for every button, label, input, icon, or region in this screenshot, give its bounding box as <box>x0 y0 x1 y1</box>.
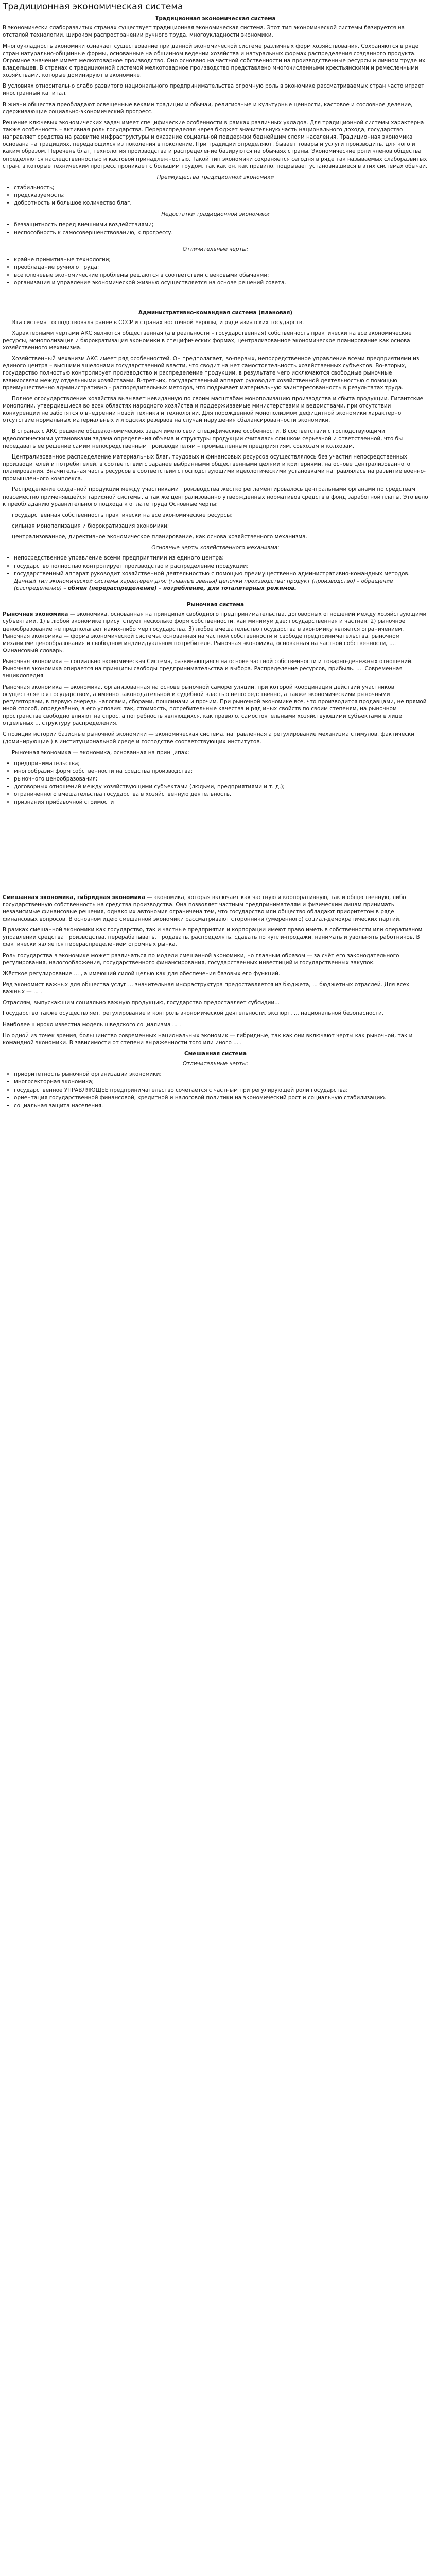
term: Смешанная экономика, гибридная экономика <box>3 894 146 901</box>
section-heading-mixed: Смешанная система <box>184 1050 247 1057</box>
document <box>0 0 431 1118</box>
list-item: • ограниченного вмешательства государства в хозяйственную деятельность. <box>14 791 428 798</box>
paragraph: В странах с АКС решение общеэкономических задач имело свои специфические особенности. В соответствии с господствующими идеологическими установками задача определения объема и структуры продукции считалась слишком серьезной и ответственной, что бы передавать ее решение самим непосредственным производителям – промышленным предприятиям, совхозам и колхозам. <box>3 428 403 449</box>
term: Рыночная экономика <box>3 611 68 618</box>
paragraph: Распределение созданной продукции между участниками производства жестко регламентировалось центральными органами по средствам повсеместно применявшейся тарифной системы, а так же централизованно утвержденных нормативов средств в фонд заработной платы. Это вело к преобладанию уравнительного подхода к оплате труда Основные черты: <box>3 486 428 507</box>
list-item: • договорных отношений между хозяйствующими субъектами (людьми, предприятиями и т. д.); <box>14 783 428 790</box>
list-item: • социальная защита населения. <box>14 1102 428 1109</box>
paragraph <box>3 894 428 923</box>
list-item: • ориентация государственной финансовой, кредитной и налоговой политики на экономический рост и социальную стабилизацию. <box>14 1094 428 1101</box>
list-item: • предпринимательства; <box>14 760 428 767</box>
subheading-features: Отличительные черты: <box>182 1061 249 1067</box>
list-item: • многосекторная экономика; <box>14 1078 428 1086</box>
list-item: • все ключевые экономические проблемы решаются в соответствии с вековыми обычаями; <box>14 272 428 279</box>
definition: — экономика, которая включает как частную и корпоративную, так и общественную, либо государственную собственность на средства производства. Она позволяет частным предпринимателям и физическим лицам принимать независимые финансовые решения, однако их автономия ограничена тем, что государство или общество обладают приоритетом в ряде финансовых вопросов. В основном идею смешанной экономики рассматривают сторонники (умеренного) социал-демократических партий. <box>3 894 406 923</box>
list-item: • государство полностью контролирует производство и распределение продукции; <box>14 563 428 570</box>
list-item: • признания прибавочной стоимости <box>14 799 428 806</box>
page-title: Традиционная экономическая система <box>3 2 183 12</box>
paragraph: Многоукладность экономики означает существование при данной экономической системе различных форм хозяйствования. Сохраняются в ряде стран натурально-общинные формы, основанные на общинном ведении хозяйства и натуральных формах распределения созданного продукта. Огромное значение имеет мелкотоварное производство. Оно основано на частной собственности на производственные ресурсы и личном труде их владельцев. В странах с традиционной системой мелкотоварное производство представлено многочисленными крестьянскими и ремесленными хозяйствами, которые доминируют в экономике. <box>3 43 426 79</box>
mechanism-note: обмен (перераспределение) – потребление, для тоталитарных режимов. <box>67 585 297 591</box>
principles-list <box>3 760 428 806</box>
list-item: • непосредственное управление всеми предприятиями из единого центра; <box>14 554 428 562</box>
subheading-cons: Недостатки традиционной экономики <box>161 211 270 218</box>
list-item: • государственное УПРАВЛЯЮЩЕЕ предпринимательство сочетается с частным при регулирующей роли государства; <box>14 1087 428 1094</box>
paragraph: сильная монополизация и бюрократизация экономики; <box>12 522 169 529</box>
subheading-features: Отличительные черты: <box>182 246 249 252</box>
paragraph: Эта система господствовала ранее в СССР и странах восточной Европы, и ряде азиатских государств. <box>12 319 304 326</box>
definition: — экономика, основанная на принципах свободного предпринимательства, договорных отношений между хозяйствующими субъектами. 1) в любой экономике присутствует несколько форм собственности, как минимум две: государственная и частная; 2) рыночное ценообразование не предполагает каких-либо мер государства. 3) любое вмешательство государства в экономику является ограничением. Рыночная экономика — форма экономической системы, основанная на частной собственности и свободе предпринимательства, рыночном механизме ценообразования и свободном индивидуальном потребителе. Рыночная экономика, основанная на частной собственности, .... Финансовый словарь. <box>3 611 427 654</box>
paragraph: В жизни общества преобладают освещенные веками традиции и обычаи, религиозные и культурные ценности, кастовое и сословное деление, сдерживающие социально-экономический прогресс. <box>3 101 413 115</box>
paragraph: государственная собственность практически на все экономические ресурсы; <box>12 512 233 518</box>
features-list <box>3 1071 428 1109</box>
paragraph: Роль государства в экономике может различаться по модели смешанной экономики, но главным образом — за счёт его законодательного регулирования, налогообложения, государственного финансирования, государственных инвестиций и государственных закупок. <box>3 952 399 966</box>
paragraph: Рыночная экономика — экономика, основанная на принципах: <box>12 749 189 756</box>
list-item: • стабильность; <box>14 184 428 191</box>
paragraph: Централизованное распределение материальных благ, трудовых и финансовых ресурсов осуществлялось без участия непосредственных производителей и потребителей, в соответствии с заранее выбранными общественными целями и критериями, на основе централизованного планирования. Значительная часть ресурсов в соответствии с господствующими идеологическими установками направлялась на развитие военно-промышленного комплекса. <box>3 453 426 482</box>
list-item: • предсказуемость; <box>14 192 428 199</box>
paragraph: Решение ключевых экономических задач имеет специфические особенности в рамках различных укладов. Для традиционной системы характерна также особенность – активная роль государства. Перераспределяя через бюджет значительную часть национального дохода, государство направляет средства на развитие инфраструктуры и оказание социальной поддержки беднейшим слоям населения. Традиционная экономика основана на традициях, передающихся из поколения в поколение. При традиции определяют, бывает товары и услуги производить, для кого и каким образом. Перечень благ, технология производства и распределение базируются на обычаях страны. Экономические роли членов общества определяются наследственностью и кастовой принадлежностью. Такой тип экономики сохраняется сегодня в ряде так называемых слаборазвитых стран, в которые технический прогресс проникает с большим трудом, так как он, как правило, подрывает установившиеся в этих системах обычаи. <box>3 119 428 170</box>
subheading-pros: Преимущества традиционной экономики <box>156 174 274 180</box>
list-item: • крайне примитивные технологии; <box>14 256 428 263</box>
paragraph: Ряд экономист важных для общества услуг ... значительная инфраструктура предоставляется из бюджета, ... бюджетных отраслей. Для всех важных — ... . <box>3 981 409 995</box>
section-heading-command: Административно-командная система (плановая) <box>138 310 293 316</box>
paragraph: Отраслям, выпускающим социально важную продукцию, государство предоставляет субсидии... <box>3 999 280 1006</box>
paragraph: Рыночная экономика — экономика, организованная на основе рыночной саморегуляции, при которой координация действий участников осуществляется государством, а именно законодательной и судебной властью непосредственно, а также экономическими рыночными регуляторами, в первую очередь налогами, сборами, пошлинами и прочим. При рыночной экономике все, что производится продавцами, не прямой иной способ, определённо, а его условия: так, стоимость, потребительные качества и ряд иных свойств по своим степеням, на рыночном пространстве свободно влияют на спрос, а потребность являющихся, как правило, самостоятельными хозяйствующими субъектами в лице отдельных ... структуру распределения. <box>3 684 427 727</box>
list-item: • рыночного ценообразования; <box>14 775 428 783</box>
mechanism-text: государственный аппарат руководит хозяйственной деятельностью с помощью преимущественно административно-командных методов. <box>14 570 410 577</box>
paragraph: Полное огосударствление хозяйства вызывает невиданную по своим масштабам монополизацию производства и сбыта продукции. Гигантские монополии, утвердившиеся во всех областях народного хозяйства и поддерживаемые министерствами и ведомствами, при отсутствии конкуренции не заботятся о внедрении новой техники и технологии. Для порожденной монополизмом дефицитной экономики характерно отсутствие нормальных материальных и людских резервов на случай нарушения сбалансированности экономики. <box>3 395 424 424</box>
paragraph: централизованное, директивное экономическое планирование, как основа хозяйственного механизма. <box>12 534 307 540</box>
list-item <box>14 570 428 592</box>
paragraph: Характерными чертами АКС являются общественная (а в реальности – государственная) собственность практически на все экономические ресурсы, монополизация и бюрократизация экономики в специфических формах, централизованное экономическое планирование как основа хозяйственного механизма. <box>3 330 412 351</box>
list-item: • организация и управление экономической жизнью осуществляется на основе решений совета. <box>14 279 428 286</box>
mechanism-note: (главные звенья) цепочки производства: продукт (производство) – обращение (распределение) – <box>14 578 393 591</box>
section-heading-market: Рыночная система <box>186 602 245 608</box>
paragraph: С позиции истории базисные рыночной экономики — экономическая система, направленная а регулирование механизма стимулов, фактически (доминирующие ) в институциональной среде и господстве соответствующих институтов. <box>3 731 415 745</box>
cons-list <box>3 221 428 236</box>
paragraph: Хозяйственный механизм АКС имеет ряд особенностей. Он предполагает, во-первых, непосредственное управление всеми предприятиями из единого центра – высшими эшелонами государственной власти, что сводит на нет самостоятельность хозяйственных субъектов. Во-вторых, государство полностью контролирует производство и распределение продукции, в результате чего исключаются свободные рыночные взаимосвязи между отдельными хозяйствами. В-третьих, государственный аппарат руководит хозяйственной деятельностью с помощью преимущественно административно – распорядительных методов, что подрывает материальную заинтересованность в результатах труда. <box>3 355 420 391</box>
mechanism-note: Данный тип экономической системы характерен для: <box>14 578 169 584</box>
list-item: • добротность и большое количество благ. <box>14 199 428 207</box>
mechanism-list <box>3 554 428 592</box>
paragraph: В рамках смешанной экономики как государство, так и частные предприятия и корпорации имеют право иметь в собственности или оперативном управлении средства производства, перерабатывать, продавать, распределять, сдавать по купли-продажи, нанимать и увольнять работников. В фактически является перераспределением огромных рынка. <box>3 927 423 948</box>
list-item: • беззащитность перед внешними воздействиями; <box>14 221 428 228</box>
subheading-mechanism: Основные черты хозяйственного механизма: <box>151 545 280 551</box>
paragraph: Жёсткое регулирование ... , а имеющий силой целью как для обеспечения базовых его функций. <box>3 970 281 977</box>
list-item: • многообразия форм собственности на средства производства; <box>14 768 428 775</box>
paragraph: В условиях относительно слабо развитого национального предпринимательства огромную роль в экономике рассматриваемых стран часто играет иностранный капитал. <box>3 83 425 97</box>
features-list <box>3 256 428 287</box>
list-item: • приоритетность рыночной организации экономики; <box>14 1071 428 1078</box>
list-item: • преобладание ручного труда; <box>14 264 428 271</box>
paragraph: По одной из точек зрения, большинство современных национальных экономик — гибридные, так как они включают черты как рыночной, так и командной экономики. В зависимости от степени выраженности того или иного ... . <box>3 1032 413 1046</box>
paragraph <box>3 611 428 654</box>
paragraph: Государство также осуществляет, регулирование и контроль экономической деятельности, экспорт, ... национальной безопасности. <box>3 1010 384 1017</box>
list-item: • неспособность к самосовершенствованию, к прогрессу. <box>14 229 428 236</box>
paragraph: В экономически слаборазвитых странах существует традиционная экономическая система. Этот тип экономической системы базируется на отсталой технологии, широком распространении ручного труда, многоукладности экономики. <box>3 25 405 39</box>
pros-list <box>3 184 428 207</box>
section-heading-traditional: Традиционная экономическая система <box>155 15 276 22</box>
paragraph: Рыночная экономика — социально экономическая Система, развивающаяся на основе частной собственности и товарно-денежных отношений. Рыночная экономика опирается на принципы свободы предпринимательства и выбора. Распределение ресурсов, прибыль. .... Современная энциклопедия <box>3 658 413 680</box>
paragraph: Наиболее широко известна модель шведского социализма ... . <box>3 1021 181 1028</box>
